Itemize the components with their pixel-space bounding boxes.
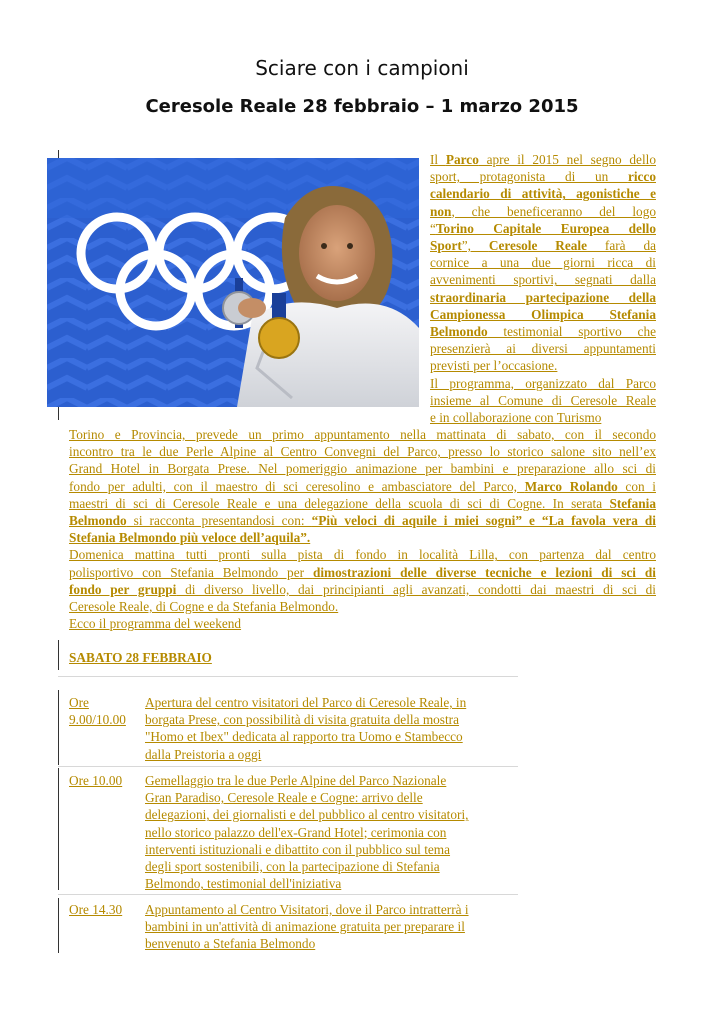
paragraph-line: Campionessa Olimpica Stefania	[430, 306, 656, 322]
paragraph-line: Belmondo testimonial sportivo che	[430, 324, 656, 340]
paragraph-line: previsti per l’occasione.	[430, 358, 558, 374]
table-divider	[58, 766, 518, 767]
paragraph-line: polisportivo con Stefania Belmondo per dimostrazioni delle diverse tecniche e lezioni di sci di	[69, 564, 656, 580]
schedule-description: Appuntamento al Centro Visitatori, dove il Parco intratterrà i bambini in un'attività di animazione gratuita per preparare il benvenuto a Stefania Belmondo	[145, 902, 469, 952]
table-divider	[58, 676, 518, 677]
schedule-time: Ore 10.00	[69, 773, 123, 788]
paragraph-line: “Torino Capitale Europea dello	[430, 220, 656, 236]
page-title: Sciare con i campioni	[255, 56, 469, 80]
paragraph-line: cornice a una due giorni ricca di	[430, 255, 656, 271]
schedule-description: Apertura del centro visitatori del Parco di Ceresole Reale, in borgata Prese, con possibilità di visita gratuita della mostra "Homo et Ibex" dedicata al rapporto tra Uomo e Stambecco dalla Preistoria a oggi	[145, 695, 467, 762]
margin-rule	[58, 768, 59, 890]
paragraph-line: straordinaria partecipazione della	[430, 289, 656, 305]
schedule-time: Ore 14.30	[69, 902, 123, 917]
intro-paragraph-full	[69, 426, 656, 632]
paragraph-line: e in collaborazione con Turismo	[430, 410, 602, 426]
table-divider	[58, 894, 518, 895]
schedule-row	[69, 772, 509, 894]
schedule-description: Gemellaggio tra le due Perle Alpine del Parco Nazionale Gran Paradiso, Ceresole Reale e Cogne: arrivo delle delegazioni, dei giornalisti e del pubblico al centro visitatori, nello storico palazzo dell'ex-Grand Hotel; cerimonia con interventi istituzionali e dibattito con il pubblico sul tema degli sport sostenibili, con la partecipazione di Stefania Belmondo, testimonial dell'iniziativa	[145, 773, 469, 892]
schedule-row	[69, 694, 509, 764]
paragraph-line: avvenimenti sportivi, segnati dalla	[430, 272, 656, 288]
paragraph-line: Il Parco apre il 2015 nel segno dello	[430, 152, 656, 167]
olympic-rings-photo-icon	[47, 158, 419, 407]
paragraph-line: Torino e Provincia, prevede un primo appuntamento nella mattinata di sabato, con il secondo	[69, 427, 656, 442]
paragraph-line: Ecco il programma del weekend	[69, 616, 242, 632]
paragraph-line: insieme al Comune di Ceresole Reale	[430, 392, 656, 408]
paragraph-line: Sport”, Ceresole Reale farà da	[430, 238, 656, 254]
paragraph-line: incontro tra le due Perle Alpine al Centro Convegni del Parco, presso lo storico salone sito nell’ex	[69, 444, 656, 460]
paragraph-line: Belmondo si racconta presentandosi con: “Più veloci di aquile i miei sogni” e “La favola vera di	[69, 513, 656, 529]
margin-rule	[58, 898, 59, 953]
paragraph-line: fondo per adulti, con il maestro di sci ceresolino e ambasciatore del Parco, Marco Rolando con i	[69, 478, 656, 494]
paragraph-line: Domenica mattina tutti pronti sulla pista di fondo in località Lilla, con partenza dal centro	[69, 547, 656, 563]
paragraph-line: fondo per gruppi di diverso livello, dai principianti agli avanzati, condotti dai maestri di sci di	[69, 581, 656, 597]
paragraph-line: presenzierà ai diversi appuntamenti	[430, 341, 656, 357]
page-subtitle: Ceresole Reale 28 febbraio – 1 marzo 2015	[145, 96, 579, 117]
margin-rule	[58, 690, 59, 765]
schedule-heading: SABATO 28 FEBBRAIO	[69, 650, 212, 665]
paragraph-line: maestri di sci di Ceresole Reale e una delegazione della scuola di sci di Cogne. In serata Stefania	[69, 495, 656, 511]
paragraph-line: Stefania Belmondo più veloce dell’aquila”.	[69, 530, 311, 546]
paragraph-line: calendario di attività, agonistiche e	[430, 186, 656, 202]
intro-paragraph-right	[430, 151, 656, 426]
schedule-time: Ore 9.00/10.00	[69, 695, 126, 728]
margin-rule	[58, 640, 59, 670]
athlete-photo	[47, 158, 419, 407]
paragraph-line: Grand Hotel in Borgata Prese. Nel pomeriggio animazione per bambini e preparazione allo sci di	[69, 461, 656, 477]
paragraph-line: non, che beneficeranno del logo	[430, 203, 656, 219]
paragraph-line: Ceresole Reale, di Cogne e da Stefania Belmondo.	[69, 599, 339, 615]
paragraph-line: Il programma, organizzato dal Parco	[430, 375, 656, 391]
schedule-row	[69, 901, 509, 956]
paragraph-line: sport, protagonista di un ricco	[430, 169, 656, 185]
